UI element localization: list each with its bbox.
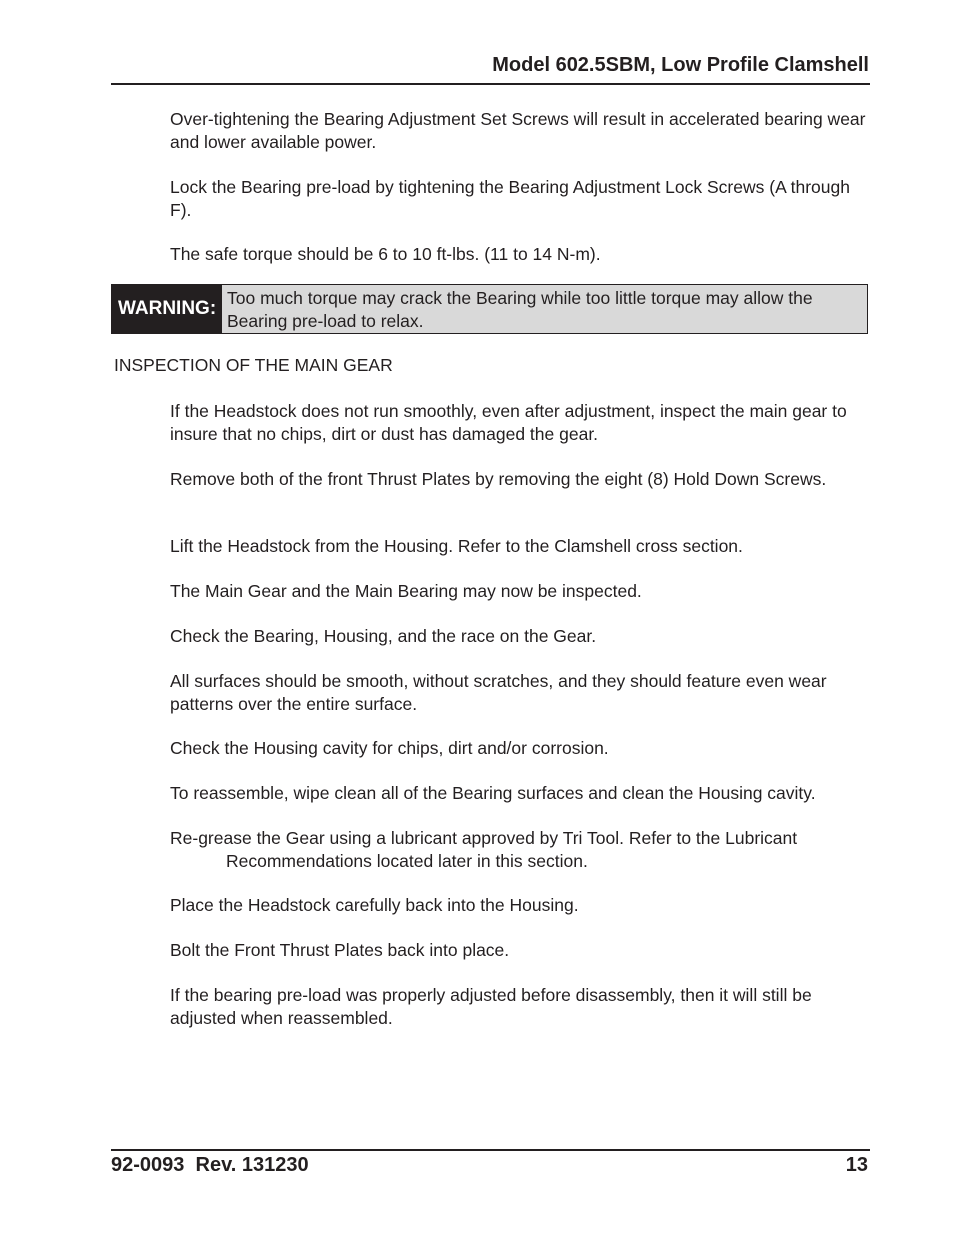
section-paragraph-7: Check the Housing cavity for chips, dirt and/or corrosion.	[170, 738, 609, 758]
footer-rule	[111, 1149, 870, 1151]
warning-box	[111, 284, 868, 334]
footer-page-number: 13	[845, 1154, 868, 1176]
intro-paragraph-2: Lock the Bearing pre-load by tightening the Bearing Adjustment Lock Screws (A through F).	[170, 177, 850, 220]
section-paragraph-3: Lift the Headstock from the Housing. Refer to the Clamshell cross section.	[170, 536, 743, 556]
intro-paragraph-3: The safe torque should be 6 to 10 ft-lbs. (11 to 14 N-m).	[170, 244, 601, 264]
intro-paragraph-1: Over-tightening the Bearing Adjustment Set Screws will result in accelerated bearing wear and lower available power.	[170, 109, 866, 152]
page-header-title: Model 602.5SBM, Low Profile Clamshell	[492, 54, 869, 76]
warning-text: Too much torque may crack the Bearing while too little torque may allow the Bearing pre-load to relax.	[227, 288, 813, 331]
section-paragraph-5: Check the Bearing, Housing, and the race on the Gear.	[170, 626, 597, 646]
footer-doc-number: 92-0093 Rev. 131230	[111, 1154, 309, 1176]
section-paragraph-1: If the Headstock does not run smoothly, even after adjustment, inspect the main gear to insure that no chips, dirt or dust has damaged the gear.	[170, 401, 847, 444]
warning-label: WARNING:	[112, 285, 222, 333]
section-paragraph-10: Place the Headstock carefully back into the Housing.	[170, 895, 579, 915]
section-paragraph-6: All surfaces should be smooth, without scratches, and they should feature even wear patterns over the entire surface.	[170, 671, 827, 714]
section-paragraph-11: Bolt the Front Thrust Plates back into place.	[170, 940, 510, 960]
section-paragraph-4: The Main Gear and the Main Bearing may now be inspected.	[170, 581, 642, 601]
section-paragraph-9: Re-grease the Gear using a lubricant approved by Tri Tool. Refer to the Lubricant Recommendations located later in this section.	[170, 828, 798, 871]
section-paragraph-12: If the bearing pre-load was properly adjusted before disassembly, then it will still be adjusted when reassembled.	[170, 985, 812, 1028]
header-rule	[111, 83, 870, 85]
section-heading: INSPECTION OF THE MAIN GEAR	[114, 355, 393, 375]
section-paragraph-2: Remove both of the front Thrust Plates by removing the eight (8) Hold Down Screws.	[170, 469, 827, 489]
section-paragraph-8: To reassemble, wipe clean all of the Bearing surfaces and clean the Housing cavity.	[170, 783, 816, 803]
